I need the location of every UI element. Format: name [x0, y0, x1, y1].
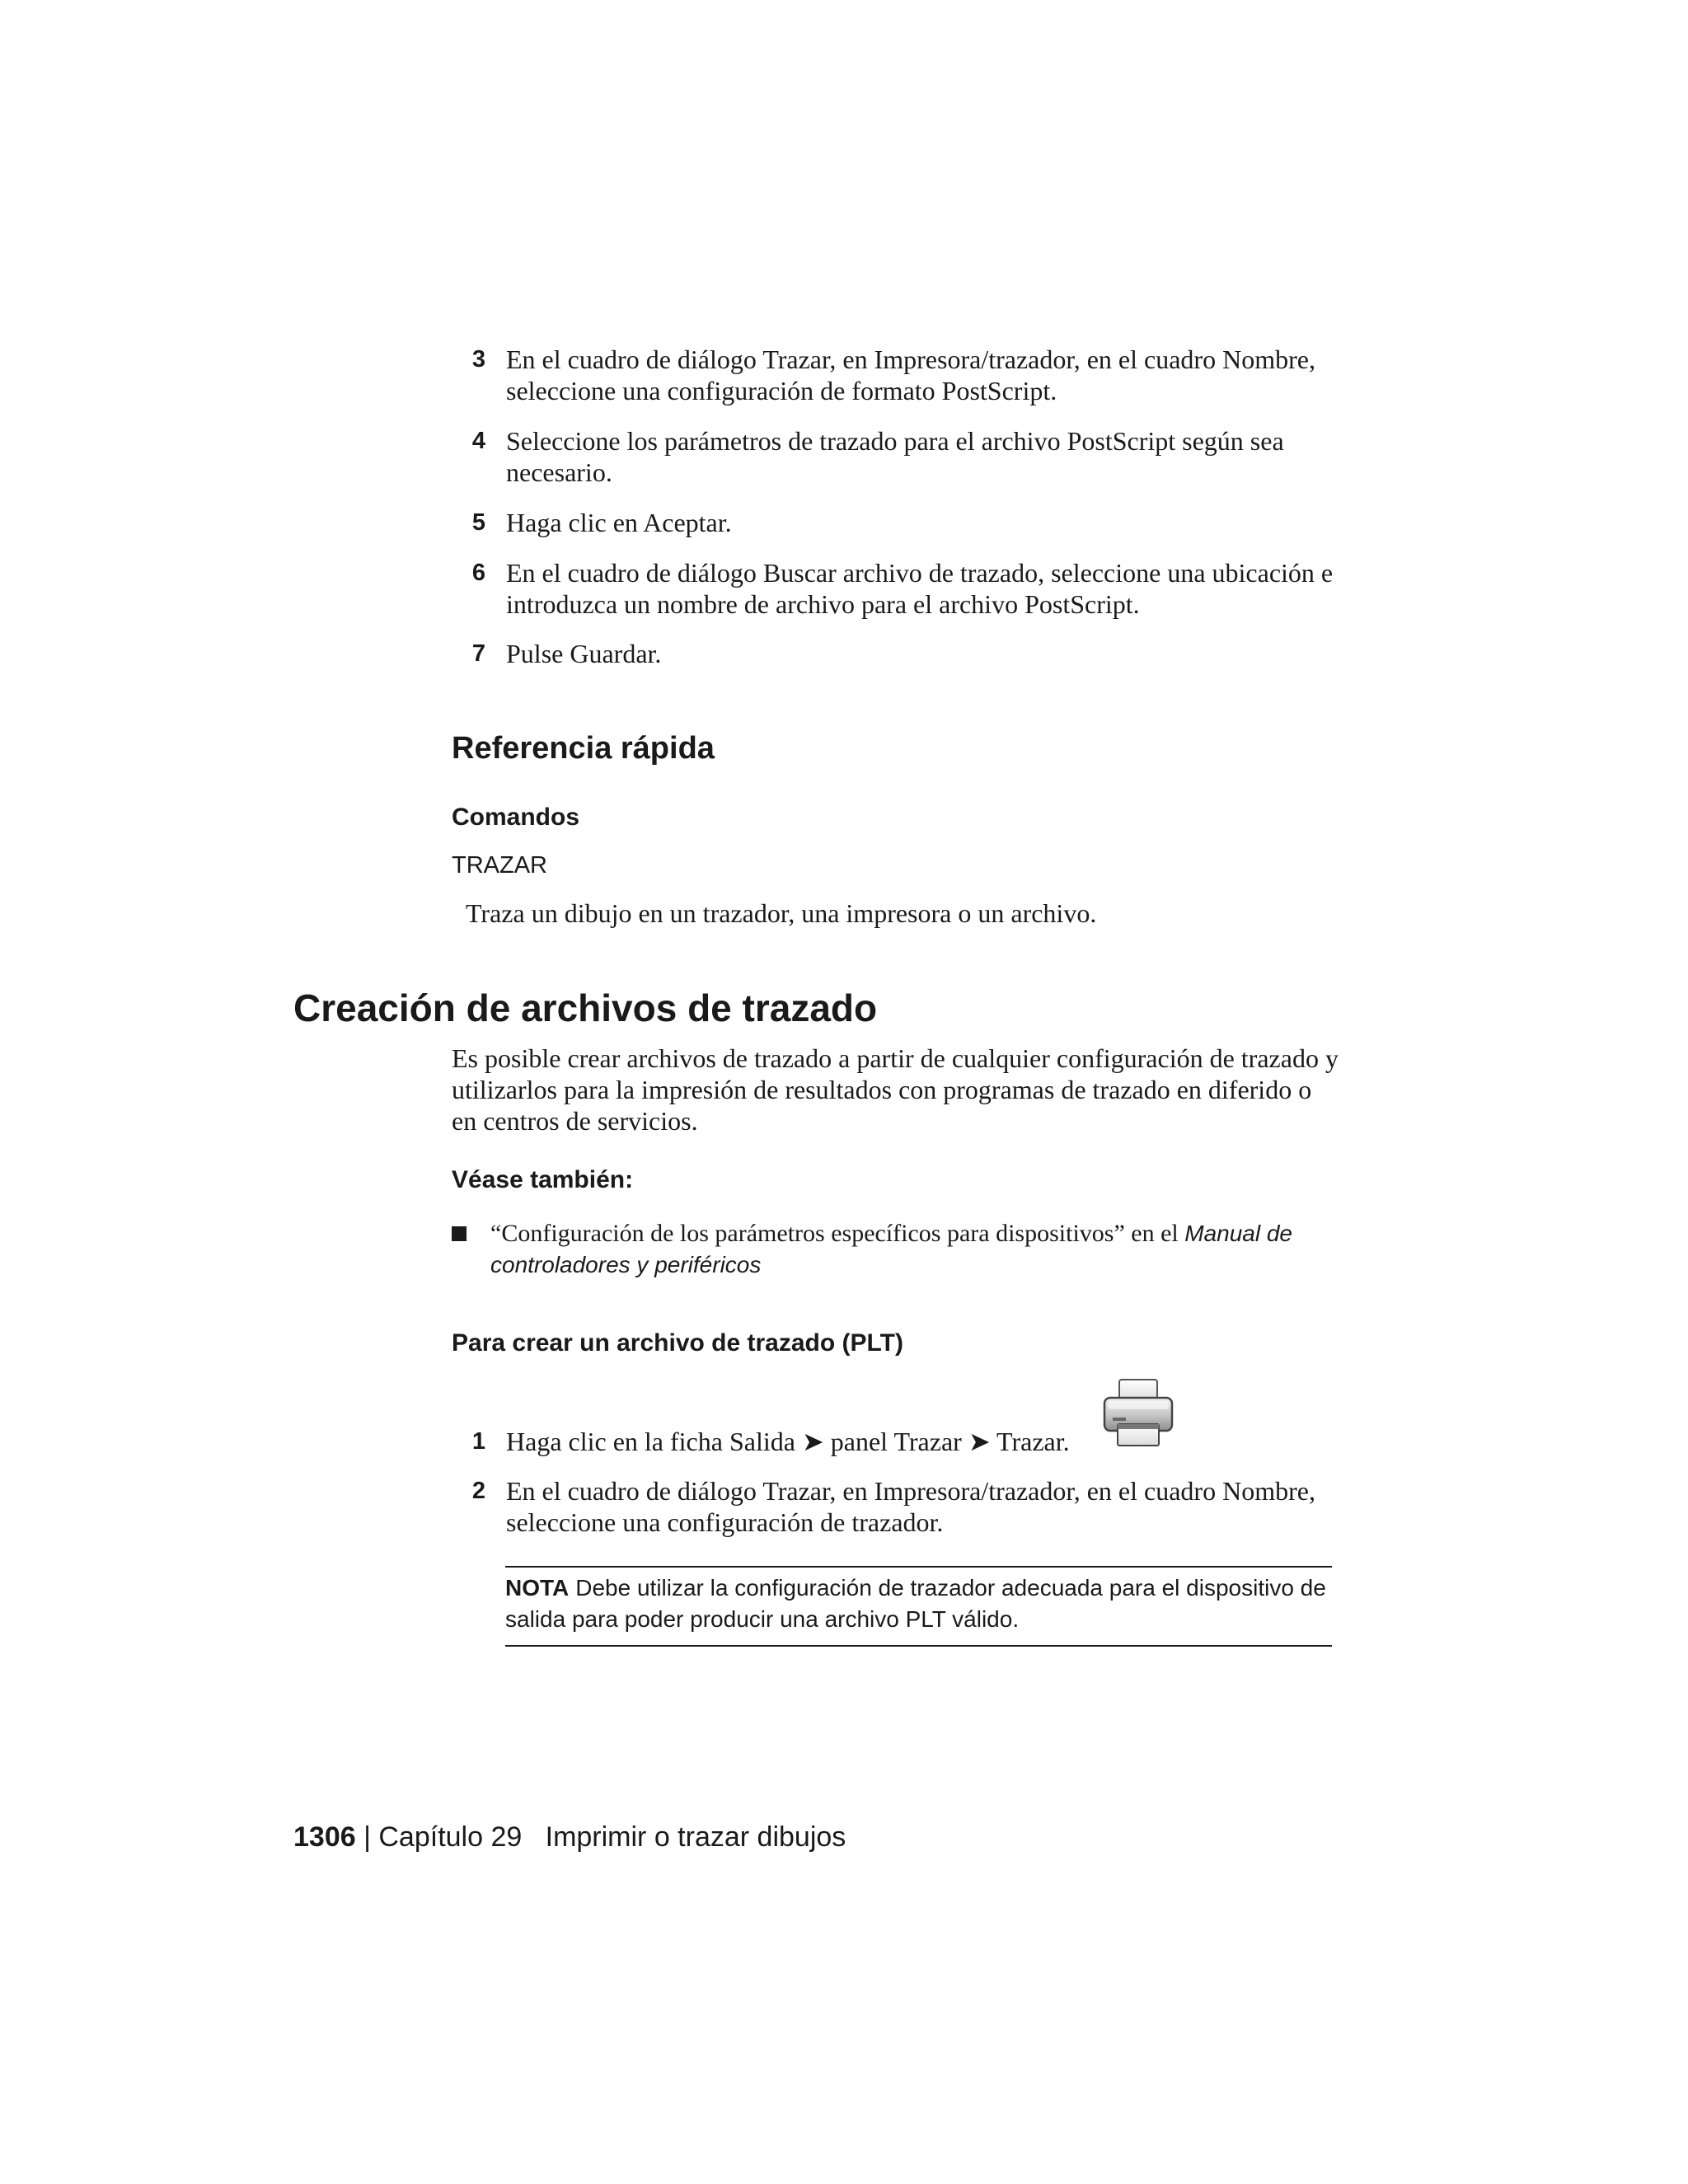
- note-text: Debe utilizar la configuración de trazador adecuada para el dispositivo de salida para poder producir una archivo PLT válido.: [505, 1575, 1326, 1632]
- step-number: 5: [471, 509, 485, 536]
- step-text: Seleccione los parámetros de trazado para el archivo PostScript según sea necesario.: [506, 426, 1284, 487]
- chapter-label: Capítulo 29: [378, 1821, 523, 1853]
- step-number: 2: [471, 1478, 485, 1504]
- step-text: En el cuadro de diálogo Buscar archivo de trazado, seleccione una ubicación e introduzca un nombre de archivo para el archivo PostScript.: [506, 558, 1334, 619]
- commands-heading: Comandos: [452, 804, 580, 831]
- step-number: 7: [471, 640, 485, 667]
- see-also-manual-title: Manual de controladores y periféricos: [490, 1221, 1293, 1277]
- step-7: [466, 638, 1339, 669]
- note-label: NOTA: [505, 1575, 570, 1601]
- quick-reference-heading: Referencia rápida: [452, 731, 715, 766]
- procedure-heading: Para crear un archivo de trazado (PLT): [452, 1329, 903, 1357]
- step-3: [466, 344, 1339, 406]
- step-text: En el cuadro de diálogo Trazar, en Impresora/trazador, en el cuadro Nombre, seleccione una configuración de formato PostScript.: [506, 344, 1315, 405]
- step-2: [466, 1475, 1339, 1538]
- step-4: [466, 425, 1339, 488]
- step-text: Haga clic en Aceptar.: [506, 508, 732, 537]
- command-link[interactable]: TRAZAR: [452, 852, 547, 879]
- chapter-title: Imprimir o trazar dibujos: [545, 1821, 846, 1853]
- bullet-square-icon: [452, 1226, 467, 1241]
- see-also-item[interactable]: [452, 1218, 1342, 1281]
- section-title: Creación de archivos de trazado: [293, 987, 878, 1029]
- section-intro: Es posible crear archivos de trazado a partir de cualquier configuración de trazado y utilizarlos para la impresión de resultados con programas de trazado en diferido o en centros de servicios.: [452, 1043, 1339, 1136]
- page-footer: [293, 1820, 846, 1854]
- step-number: 4: [471, 428, 485, 454]
- command-description: Traza un dibujo en un trazador, una impresora o un archivo.: [466, 898, 1097, 928]
- footer-separator: |: [355, 1821, 379, 1853]
- step-number: 1: [471, 1428, 485, 1455]
- see-also-heading: Véase también:: [452, 1166, 634, 1193]
- step-6: [466, 557, 1339, 620]
- step-text: En el cuadro de diálogo Trazar, en Impresora/trazador, en el cuadro Nombre, seleccione una configuración de trazador.: [506, 1476, 1315, 1537]
- step-text: Pulse Guardar.: [506, 639, 662, 668]
- step-number: 6: [471, 560, 485, 586]
- step-5: [466, 507, 1339, 538]
- see-also-link[interactable]: [490, 1218, 1342, 1281]
- page-number: 1306: [293, 1821, 356, 1853]
- step-text: Haga clic en la ficha Salida ➤ panel Trazar ➤ Trazar.: [506, 1427, 1070, 1456]
- note-box: [505, 1566, 1332, 1647]
- see-also-text: “Configuración de los parámetros específicos para dispositivos” en el: [490, 1220, 1185, 1247]
- step-number: 3: [471, 346, 485, 373]
- step-1: [466, 1426, 1339, 1457]
- printer-icon[interactable]: [1101, 1378, 1175, 1449]
